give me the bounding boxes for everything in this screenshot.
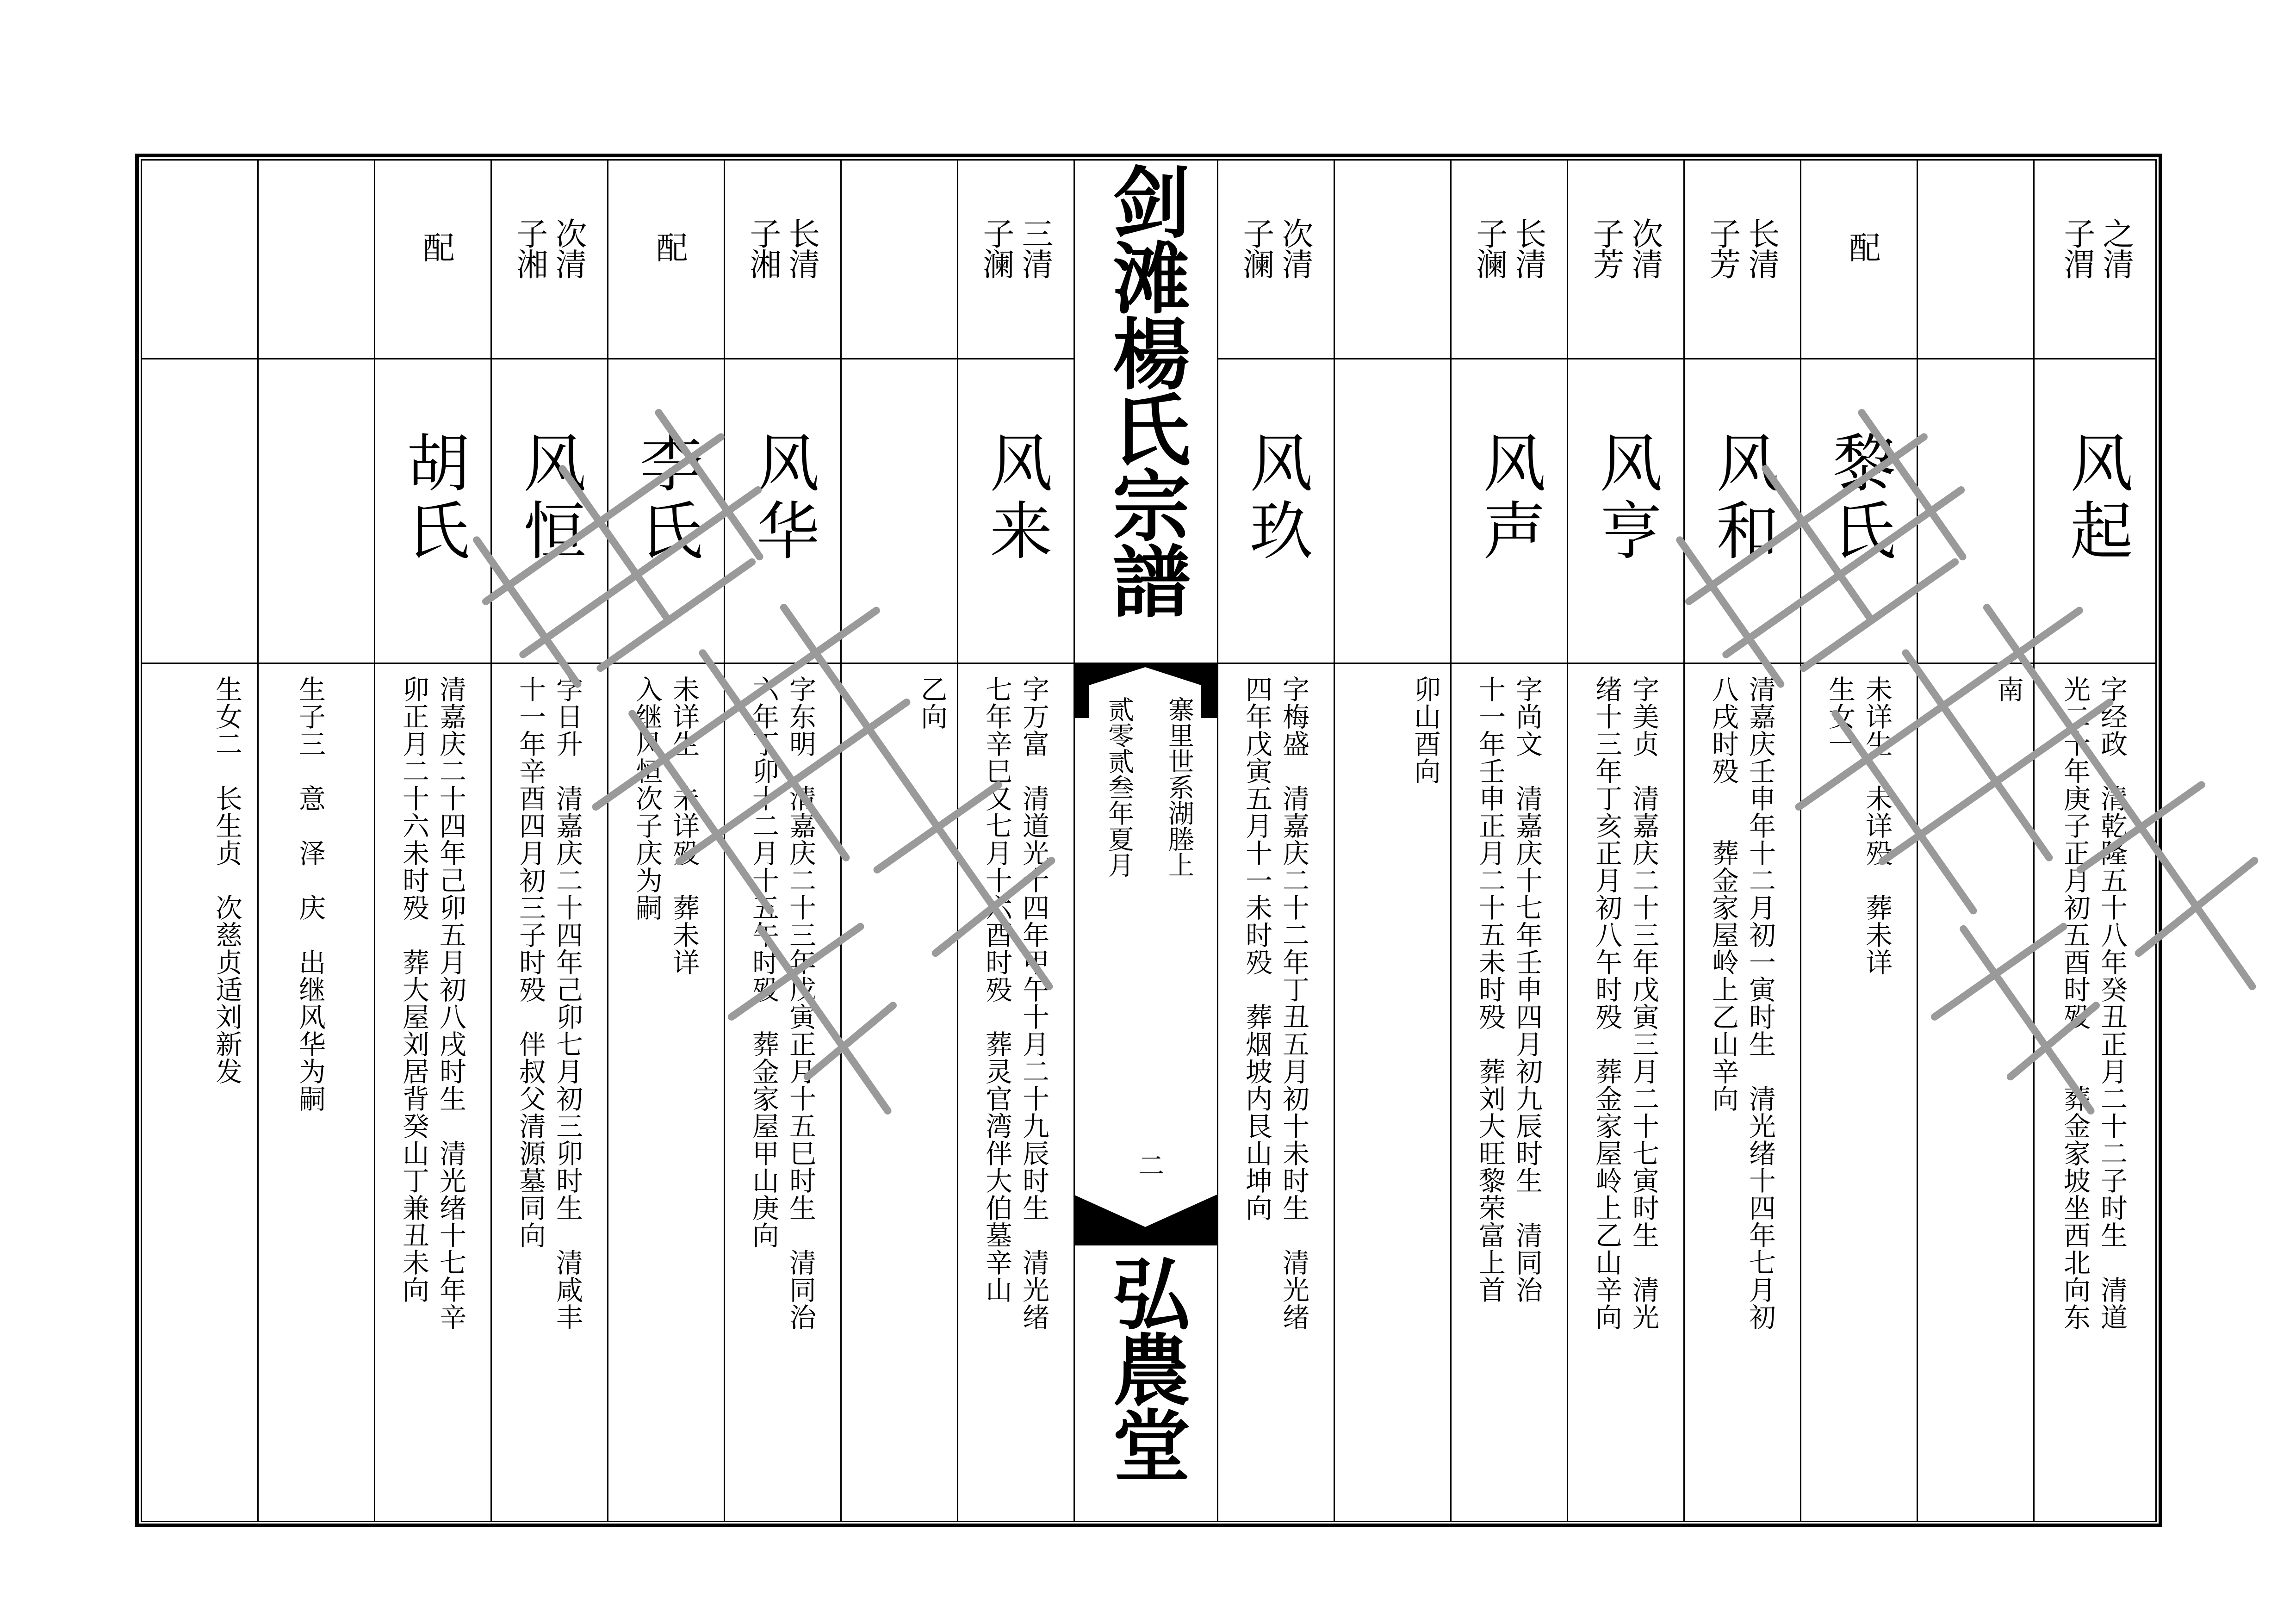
column-divider	[1450, 159, 1452, 1522]
column-divider	[257, 159, 259, 1522]
column-divider	[490, 159, 492, 1522]
column-divider	[374, 159, 375, 1522]
person-name: 风亨	[1589, 430, 1662, 565]
biography-text: 未详生 未详殁 葬未详 生女一	[1824, 675, 1893, 976]
column-head: 长清 子澜	[1471, 217, 1546, 279]
biography-text: 字梅盛 清嘉庆二十二年丁丑五月初十未时生 清光绪 四年戊寅五月十一未时殁 葬烟坡内艮山坤向	[1241, 675, 1309, 1331]
column-divider	[1683, 159, 1685, 1522]
column-head: 长清 子芳	[1704, 217, 1780, 279]
spine-page-number: 二	[1134, 1152, 1164, 1178]
column-head: 次清 子澜	[1238, 217, 1313, 279]
row-divider-name	[1217, 663, 2157, 664]
column-head: 之清 子渭	[2059, 217, 2134, 279]
biography-text: 字尚文 清嘉庆十七年壬申四月初九辰时生 清同治 十一年壬申正月二十五未时殁 葬刘大旺黎荣富上首	[1474, 675, 1543, 1303]
column-head: 长清 子湘	[745, 217, 820, 279]
biography-text: 字万富 清道光十四年甲午十月二十九辰时生 清光绪 七年辛巳又七月十六酉时殁 葬灵官湾伴大伯墓辛山	[981, 675, 1049, 1331]
biography-text: 字日升 清嘉庆二十四年己卯七月初三卯时生 清咸丰 十一年辛酉四月初三子时殁 伴叔父清源墓同向	[515, 675, 583, 1331]
biography-text: 清嘉庆二十四年己卯五月初八戌时生 清光绪十七年辛 卯正月二十六未时殁 葬大屋刘居背癸山丁兼丑未向	[398, 675, 466, 1331]
column-divider	[957, 159, 958, 1522]
column-divider	[1567, 159, 1568, 1522]
column-divider	[1334, 159, 1335, 1522]
person-name: 胡氏	[396, 430, 469, 565]
column-divider	[2033, 159, 2035, 1522]
person-name: 风声	[1472, 430, 1545, 565]
column-head: 次清 子芳	[1588, 217, 1663, 279]
person-name: 风来	[979, 430, 1052, 565]
person-name: 黎氏	[1822, 430, 1895, 565]
biography-text: 字美贞 清嘉庆二十三年戊寅三月二十七寅时生 清光 绪十三年丁亥正月初八午时殁 葬金家屋岭上乙山辛向	[1591, 675, 1659, 1331]
column-head: 三清 子澜	[978, 217, 1053, 279]
children-record: 生子三 意 泽 庆 出继风华为嗣	[294, 675, 326, 1112]
person-name: 风恒	[512, 430, 585, 565]
biography-text: 字东明 清嘉庆二十三年戊寅正月十五巳时生 清同治 六年丁卯十二月十五午时殁 葬金家屋甲山庚向	[748, 675, 816, 1331]
column-head: 配	[418, 231, 454, 263]
genealogy-title: 剑滩楊氏宗譜	[1100, 162, 1191, 617]
column-head: 配	[651, 231, 688, 263]
person-name: 李氏	[629, 430, 702, 565]
column-divider	[1917, 159, 1918, 1522]
burial-direction: 南	[1992, 675, 2024, 703]
biography-text: 字经政 清乾隆五十八年癸丑正月二十二子时生 清道 光二十年庚子正月初五酉时殁 葬金家坡坐西北向东	[2059, 675, 2128, 1331]
column-divider	[1217, 159, 1218, 1522]
person-name: 风起	[2059, 430, 2132, 565]
burial-direction: 卯山酉向	[1409, 675, 1441, 785]
column-divider	[1800, 159, 1801, 1522]
burial-direction: 乙向	[916, 675, 948, 730]
column-divider	[724, 159, 725, 1522]
row-divider-head	[1217, 358, 2157, 359]
biography-text: 未详生 未详殁 葬未详 入继风恒次子庆为嗣	[631, 675, 700, 976]
column-head: 配	[1844, 231, 1880, 263]
spine-date: 贰零贰叁年夏月	[1104, 696, 1134, 878]
row-divider-name	[141, 663, 1074, 664]
column-divider	[607, 159, 608, 1522]
person-name: 风和	[1705, 430, 1778, 565]
biography-text: 清嘉庆壬申年十二月初一寅时生 清光绪十四年七月初 八戌时殁 葬金家屋岭上乙山辛向	[1707, 675, 1776, 1331]
row-divider-head	[141, 358, 1074, 359]
column-head: 次清 子湘	[511, 217, 587, 279]
spine-location: 寨里世系湖塍上	[1164, 696, 1194, 878]
person-name: 风玖	[1239, 430, 1312, 565]
column-divider	[840, 159, 842, 1522]
children-record: 生女二 长生贞 次慈贞适刘新发	[211, 675, 242, 1085]
hall-name: 弘農堂	[1100, 1254, 1191, 1481]
person-name: 风华	[745, 430, 819, 565]
